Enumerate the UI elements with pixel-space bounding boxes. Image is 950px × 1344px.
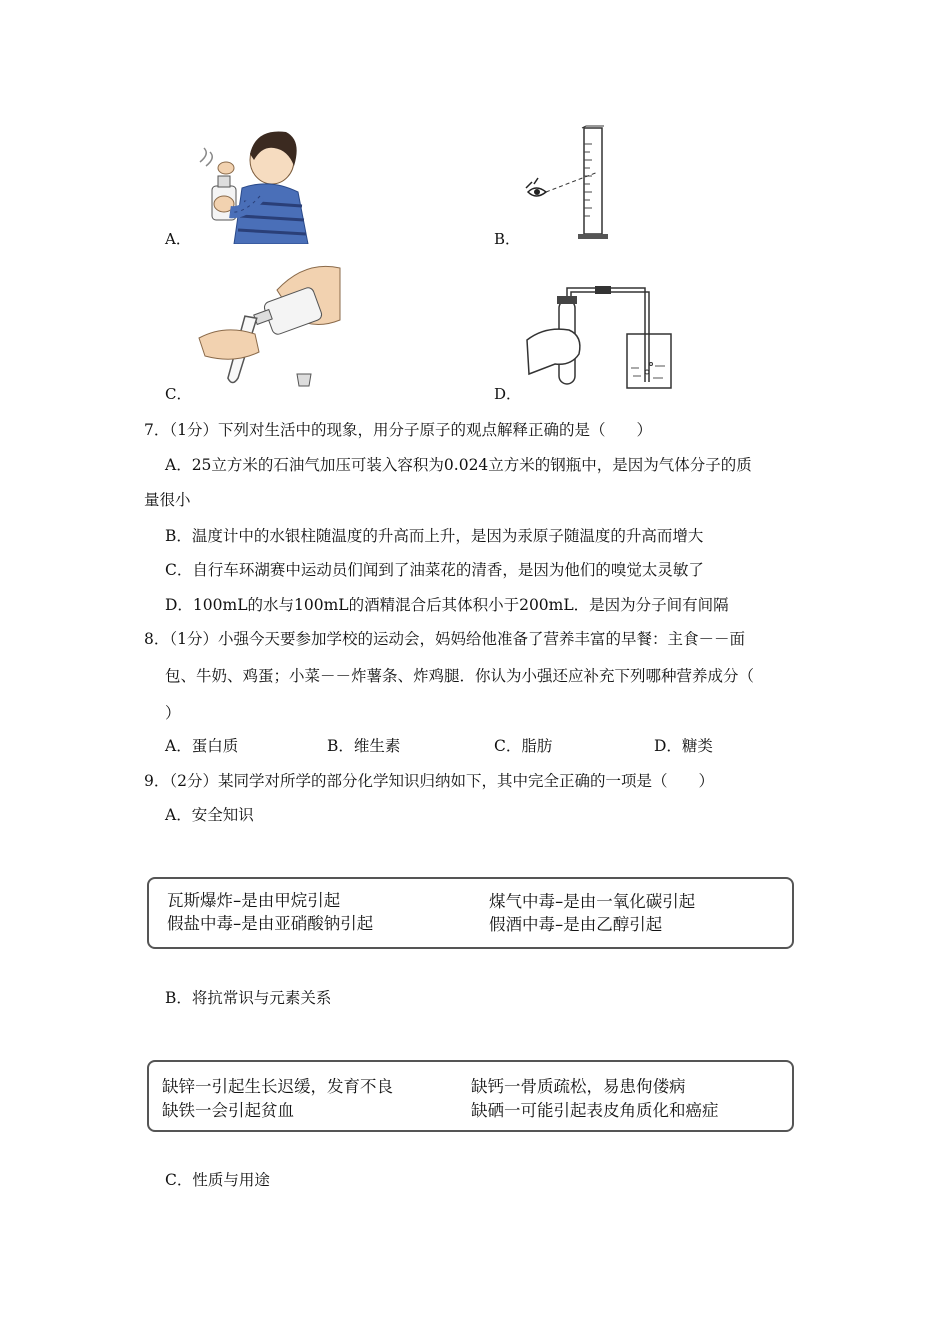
q9-option-a-box: [147, 877, 794, 949]
q8-option-d: D．糖类: [654, 737, 713, 755]
q9-option-b-box: [147, 1060, 794, 1132]
q9-b-calcium: 缺钙一骨质疏松，易患佝偻病: [471, 1077, 686, 1096]
q9-stem: 9．（2分）某同学对所学的部分化学知识归纳如下，其中完全正确的一项是（ ）: [144, 772, 714, 790]
q7-option-d: D．100mL的水与100mL的酒精混合后其体积小于200mL．是因为分子间有间隔: [165, 596, 729, 614]
q9-option-a-label: A．安全知识: [165, 806, 254, 824]
option-b-label: B．: [494, 230, 521, 248]
option-d-label: D．: [494, 385, 522, 403]
q7-stem: 7．（1分）下列对生活中的现象，用分子原子的观点解释正确的是（ ）: [144, 421, 652, 439]
figure-graduated-cylinder: [520, 122, 632, 244]
q9-a-fake-salt: 假盐中毒–是由亚硝酸钠引起: [167, 914, 374, 933]
q8-stem-line2: 包、牛奶、鸡蛋；小菜－－炸薯条、炸鸡腿．你认为小强还应补充下列哪种营养成分（: [165, 667, 755, 685]
q7-option-a-line2: 量很小: [144, 491, 191, 509]
option-c-label: C．: [165, 385, 192, 403]
q7-option-b: B．温度计中的水银柱随温度的升高而上升，是因为汞原子随温度的升高而增大: [165, 527, 704, 545]
q9-option-c-label: C．性质与用途: [165, 1171, 270, 1189]
q7-option-c: C．自行车环湖赛中运动员们闻到了油菜花的清香，是因为他们的嗅觉太灵敏了: [165, 561, 704, 579]
q9-option-b-label: B．将抗常识与元素关系: [165, 989, 332, 1007]
option-a-label: A．: [165, 230, 191, 248]
q9-a-coal-gas: 煤气中毒–是由一氧化碳引起: [489, 892, 696, 911]
q8-option-b: B．维生素: [327, 737, 401, 755]
figure-airtightness-check: [525, 282, 677, 394]
q8-stem-line3: ）: [165, 704, 181, 722]
q9-a-gas-explosion: 瓦斯爆炸–是由甲烷引起: [167, 891, 341, 910]
q9-a-fake-liquor: 假酒中毒–是由乙醇引起: [489, 915, 663, 934]
q8-option-a: A．蛋白质: [165, 737, 239, 755]
q8-stem-line1: 8．（1分）小强今天要参加学校的运动会，妈妈给他准备了营养丰富的早餐：主食－－面: [144, 630, 745, 648]
q7-option-a-line1: A．25立方米的石油气加压可装入容积为0.024立方米的钢瓶中，是因为气体分子的质: [165, 456, 752, 474]
q9-b-iron: 缺铁一会引起贫血: [162, 1101, 294, 1120]
figure-pouring-liquid: [195, 260, 345, 392]
q9-b-selenium: 缺硒一可能引起表皮角质化和癌症: [471, 1101, 719, 1120]
q9-b-zinc: 缺锌一引起生长迟缓，发育不良: [162, 1077, 393, 1096]
figure-smelling-bottle: [190, 122, 315, 244]
q8-option-c: C．脂肪: [494, 737, 553, 755]
